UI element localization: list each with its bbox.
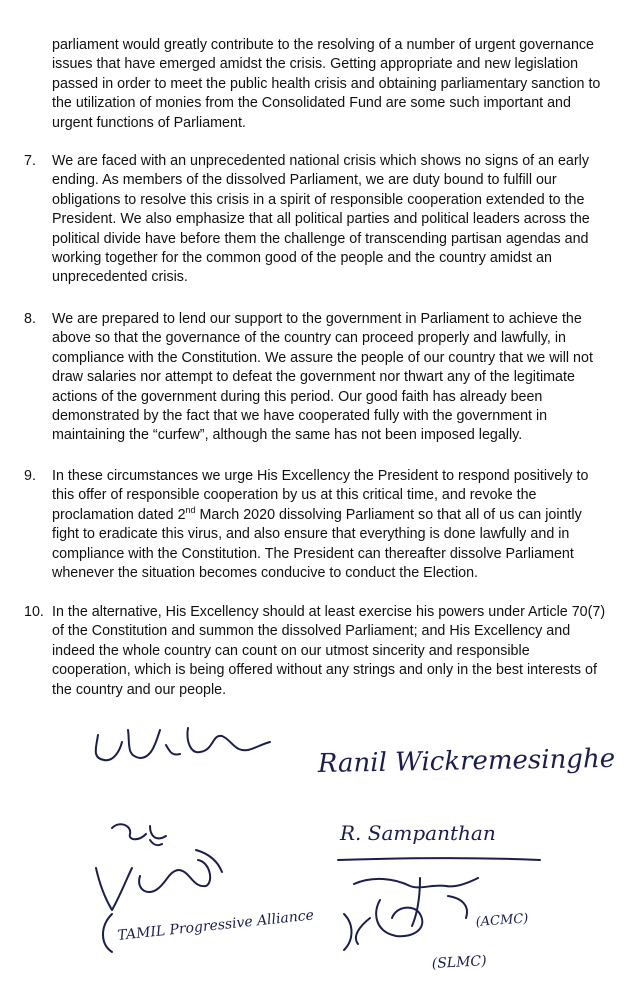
item-text: In these circumstances we urge His Excellency the President to respond positively to this offer of responsible cooperation by us at this critical time, and revoke the proclamation dated 2nd March 2020 dissolving Parliament so that all of us can jointly fight to eradicate this virus, and also ensure that everything is done lawfully and in compliance with the Constitution. The President can thereafter dissolve Parliament whenever the situation becomes conducive to conduct the Election. (52, 468, 589, 582)
signature-sampanthan: R. Sampanthan (340, 821, 496, 845)
item-number: 10. (24, 604, 44, 620)
label-acmc: (ACMC) (475, 911, 529, 930)
intro-paragraph: parliament would greatly contribute to the resolving of a number of urgent governance issues that have emerged amidst the crisis. Getting appropriate and new legislation passed in order to meet the public health crisis and obtaining parliamentary sanction to the utilization of monies from the Consolidated Fund are some such important and urgent functions of Parliament. (52, 37, 601, 131)
item-text: We are faced with an unprecedented national crisis which shows no signs of an early ending. As members of the dissolved Parliament, we are duty bound to fulfill our obligations to resolve this crisis in a spirit of responsible cooperation extended to the President. We also emphasize that all political parties and political leaders across the political divide have before them the challenge of transcending partisan agendas and working together for the common good of the people and the country amidst an unprecedented crisis. (52, 153, 590, 286)
signature-ranil: Ranil Wickremesinghe (317, 743, 616, 779)
item-number: 7. (24, 153, 36, 169)
signature-underline (338, 858, 540, 860)
label-tpa: TAMIL Progressive Alliance (116, 907, 315, 944)
signature-scrawl-4 (96, 850, 222, 910)
signature-scrawl-1 (96, 728, 270, 760)
item-text: In the alternative, His Excellency should at least exercise his powers under Article 70(7) of the Constitution and summon the dissolved Parliament; and His Excellency and indeed the whole country can count on our utmost sincerity and responsible cooperation, which is being offered without any strings and only in the best interests of the country and our people. (52, 604, 606, 698)
label-slmc: (SLMC) (431, 953, 487, 972)
signature-scrawl-3 (112, 824, 166, 845)
item-number: 9. (24, 468, 36, 484)
signatures-block (0, 700, 640, 1008)
item-number: 8. (24, 311, 36, 327)
signature-scrawl-5 (354, 878, 478, 944)
item-text: We are prepared to lend our support to the government in Parliament to achieve the above so that the governance of the country can proceed properly and lawfully, in compliance with the Constitution. We assure the people of our country that we will not draw salaries nor attempt to defeat the government nor thwart any of the legitimate actions of the government during this period. Our good faith has already been demonstrated by the fact that we have cooperated fully with the government in maintaining the “curfew”, although the same has not been imposed legally. (52, 311, 593, 444)
